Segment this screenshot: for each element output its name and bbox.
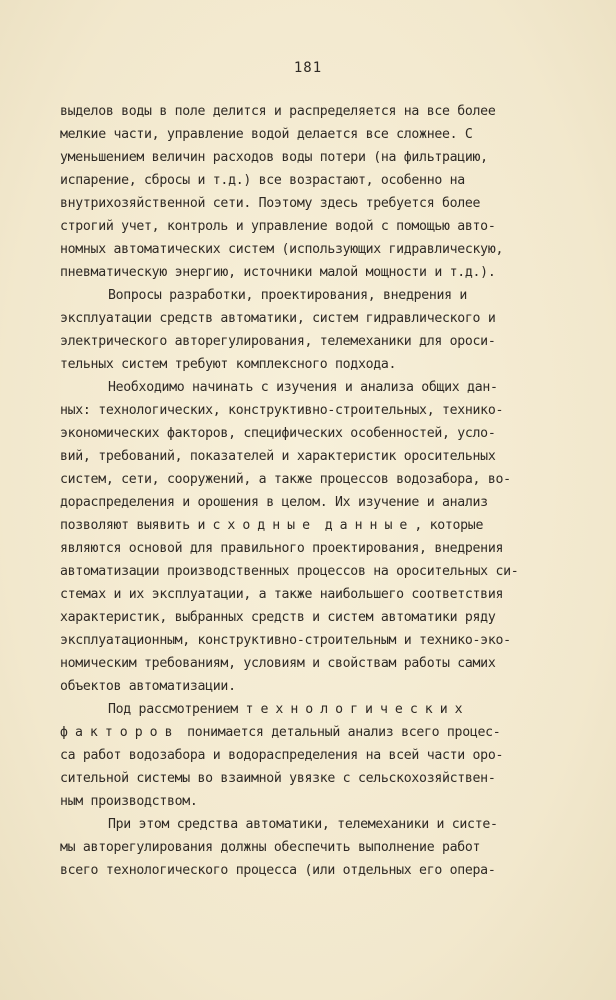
text-segment: Под рассмотрением bbox=[108, 702, 246, 717]
text-line: внутрихозяйственной сети. Поэтому здесь требуется более bbox=[60, 196, 481, 211]
text-line: систем, сети, сооружений, а также процессов водозабора, во- bbox=[60, 472, 511, 487]
text-line bbox=[60, 698, 560, 721]
text-line: эксплуатации средств автоматики, систем гидравлического и bbox=[60, 311, 496, 326]
text-line: номическим требованиям, условиям и свойствам работы самих bbox=[60, 656, 496, 671]
text-line: мелкие части, управление водой делается все сложнее. С bbox=[60, 127, 473, 142]
text-line: стемах и их эксплуатации, а также наибольшего соответствия bbox=[60, 587, 504, 602]
text-line: са работ водозабора и водораспределения на всей части оро- bbox=[60, 748, 504, 763]
text-line: сительной системы во взаимной увязке с сельскохозяйствен- bbox=[60, 771, 496, 786]
text-line bbox=[60, 721, 560, 744]
text-line: являются основой для правильного проектирования, внедрения bbox=[60, 541, 504, 556]
text-segment: , которые bbox=[414, 518, 484, 533]
spaced-emphasis: исходные bbox=[197, 518, 318, 533]
text-line: строгий учет, контроль и управление водой с помощью авто- bbox=[60, 219, 496, 234]
text-line: тельных систем требуют комплексного подхода. bbox=[60, 357, 397, 372]
text-line: эксплуатационным, конструктивно-строительным и технико-эко- bbox=[60, 633, 511, 648]
text-line: экономических факторов, специфических особенностей, усло- bbox=[60, 426, 496, 441]
spaced-emphasis: технологических bbox=[245, 702, 470, 717]
text-line: Необходимо начинать с изучения и анализа общих дан- bbox=[108, 380, 498, 395]
text-line: ным производством. bbox=[60, 794, 198, 809]
text-line: электрического авторегулирования, телемеханики для ороси- bbox=[60, 334, 496, 349]
text-line: характеристик, выбранных средств и систем автоматики ряду bbox=[60, 610, 496, 625]
text-segment bbox=[317, 518, 325, 533]
text-line: вий, требований, показателей и характеристик оросительных bbox=[60, 449, 496, 464]
text-line: пневматическую энергию, источники малой мощности и т.д.). bbox=[60, 265, 496, 280]
text-line: Вопросы разработки, проектирования, внедрения и bbox=[108, 288, 468, 303]
text-line: ных: технологических, конструктивно-строительных, технико- bbox=[60, 403, 504, 418]
text-line: испарение, сбросы и т.д.) все возрастают, особенно на bbox=[60, 173, 465, 188]
page-number: 181 bbox=[293, 60, 323, 76]
text-line: уменьшением величин расходов воды потери (на фильтрацию, bbox=[60, 150, 488, 165]
text-line: номных автоматических систем (использующих гидравлическую, bbox=[60, 242, 504, 257]
text-line: мы авторегулирования должны обеспечить выполнение работ bbox=[60, 840, 481, 855]
text-segment: понимается детальный анализ всего процес- bbox=[179, 725, 501, 740]
spaced-emphasis: факторов bbox=[60, 725, 180, 740]
text-line: всего технологического процесса (или отдельных его опера- bbox=[60, 863, 496, 878]
text-line: объектов автоматизации. bbox=[60, 679, 236, 694]
text-line: выделов воды в поле делится и распределяется на все более bbox=[60, 104, 496, 119]
body-text bbox=[60, 100, 560, 882]
text-line: автоматизации производственных процессов на оросительных си- bbox=[60, 564, 519, 579]
text-line bbox=[60, 514, 560, 537]
text-segment: позволяют выявить bbox=[60, 518, 198, 533]
text-line: При этом средства автоматики, телемеханики и систе- bbox=[108, 817, 498, 832]
spaced-emphasis: данные bbox=[324, 518, 415, 533]
text-line: дораспределения и орошения в целом. Их изучение и анализ bbox=[60, 495, 488, 510]
